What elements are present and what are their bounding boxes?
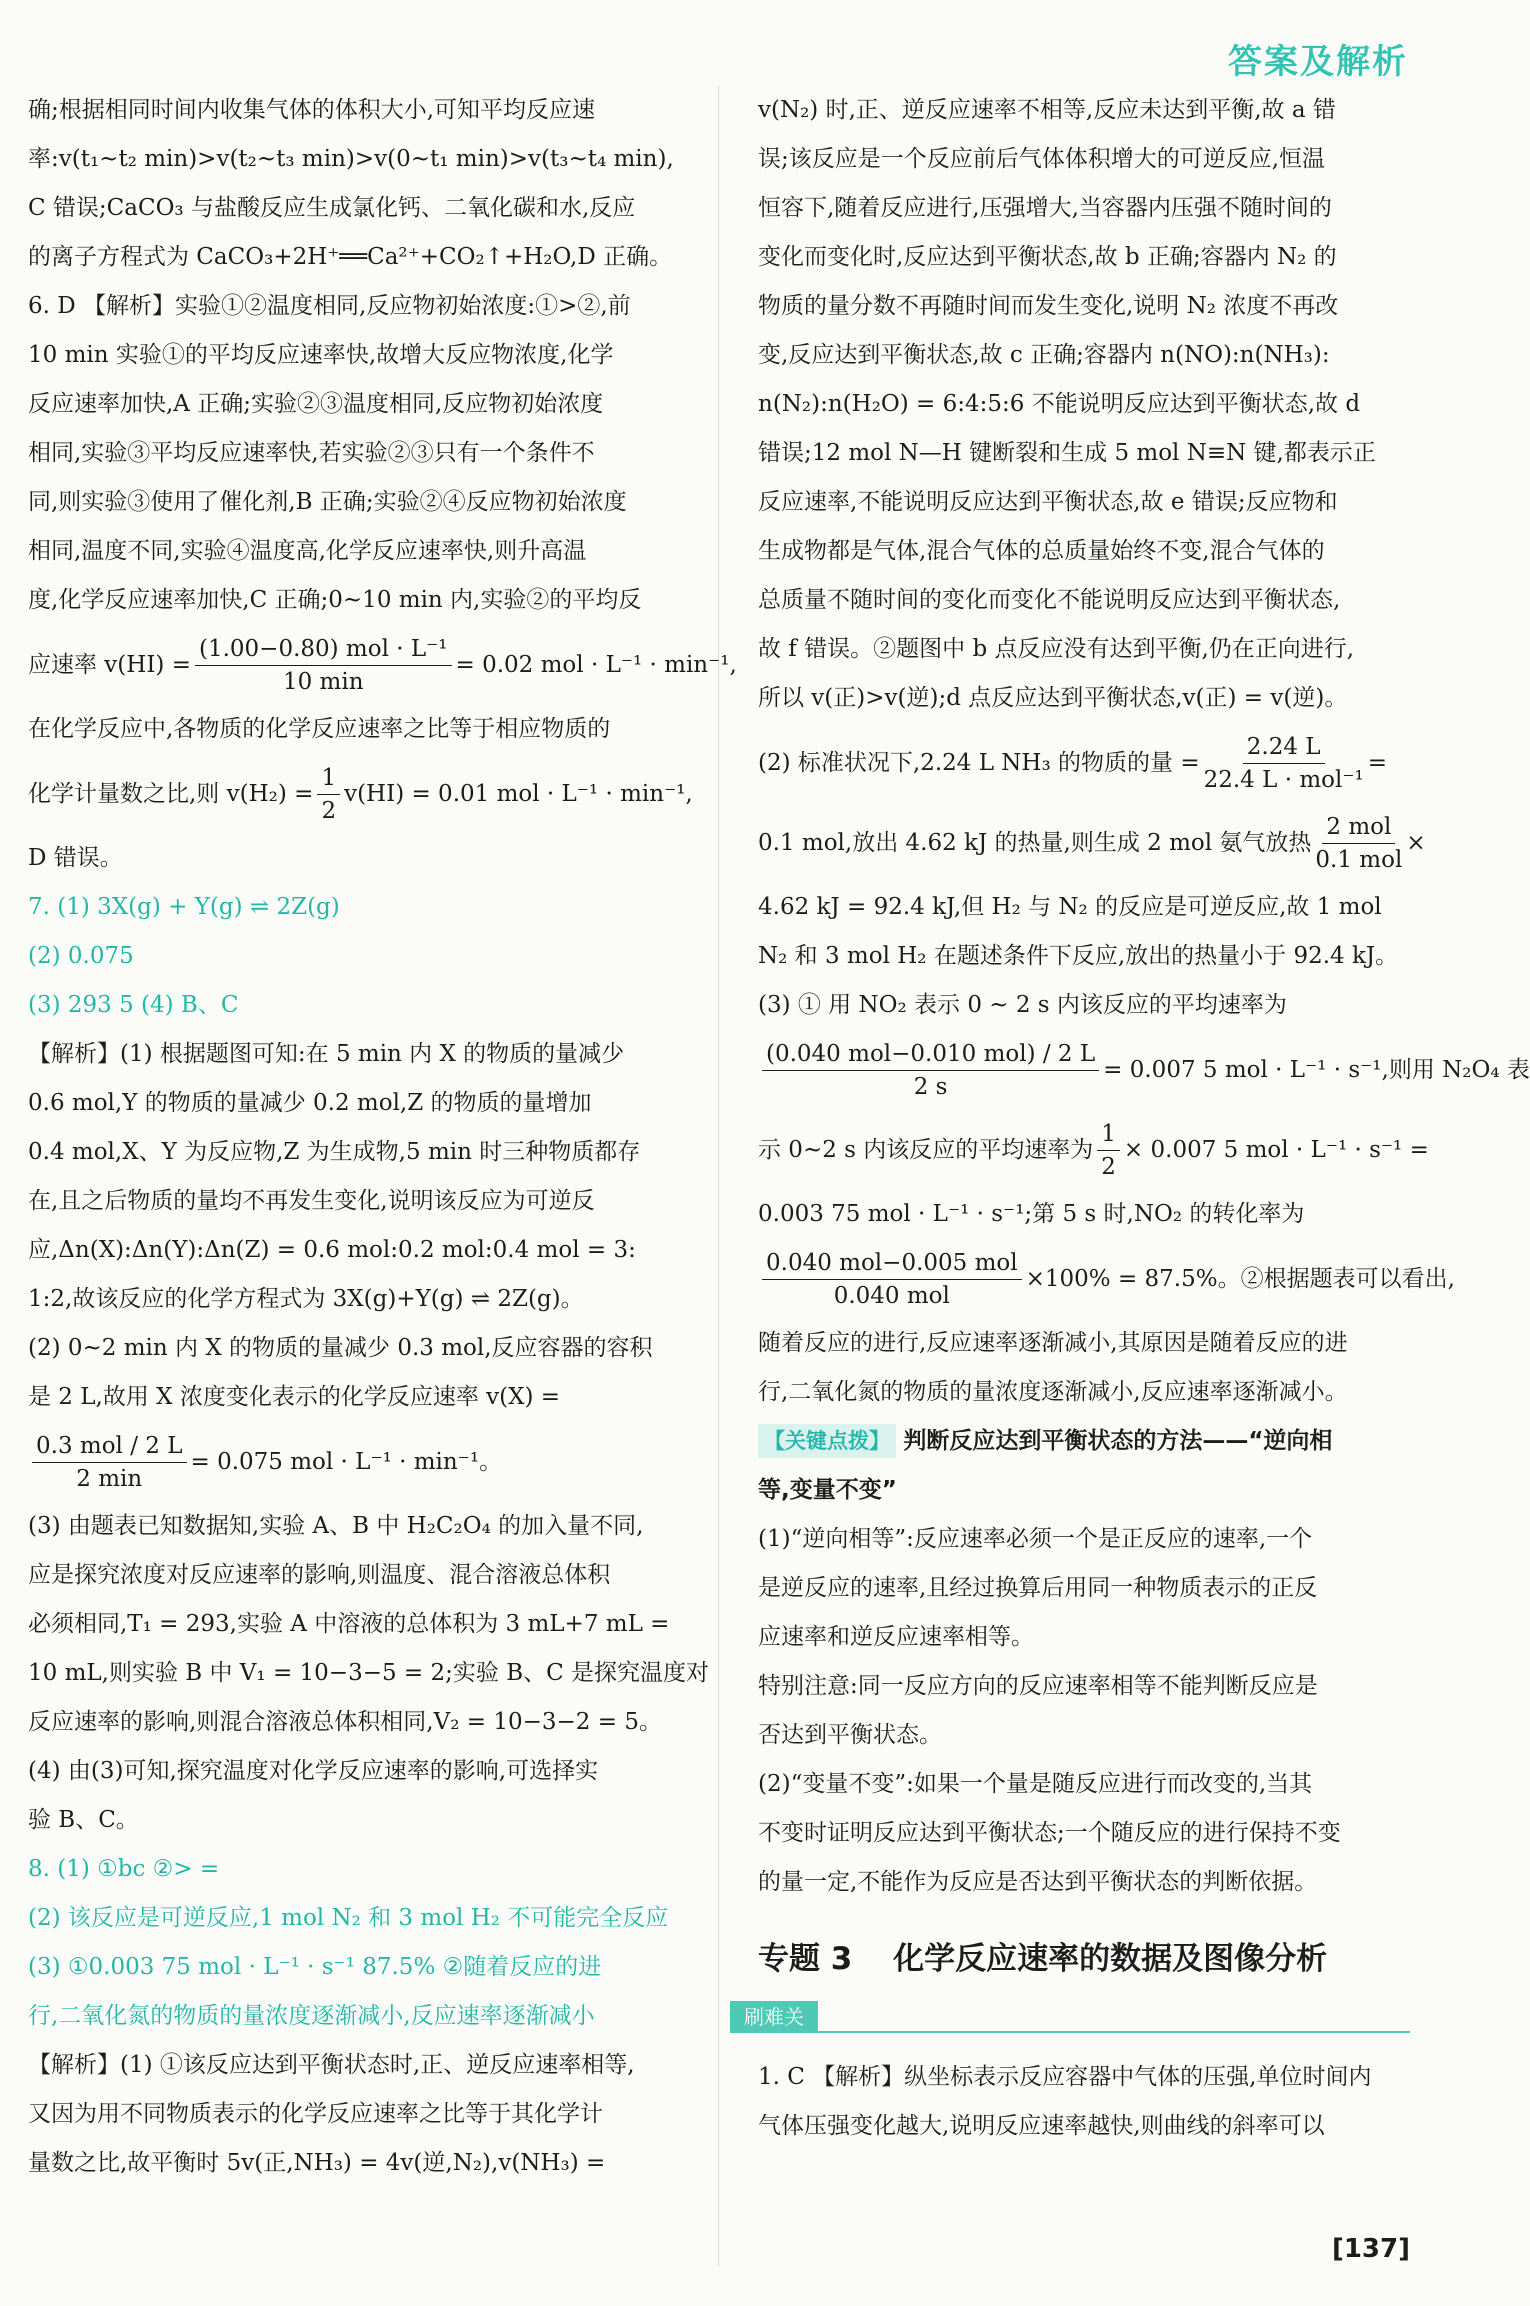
formula-suffix: = 0.007 5 mol · L⁻¹ · s⁻¹,则用 N₂O₄ 表 [1103,1056,1530,1083]
tip-heading-text: 判断反应达到平衡状态的方法——“逆向相 [903,1428,1333,1454]
formula-prefix: 应速率 v(HI) = [28,651,191,678]
practice-divider [818,2031,1410,2033]
numerator: 2.24 L [1243,731,1325,764]
denominator: 2 [321,797,337,824]
tip-tag: 【关键点拨】 [758,1424,896,1458]
text-line: 应是探究浓度对反应速率的影响,则温度、混合溶液总体积 [28,1562,611,1588]
text-line: 气体压强变化越大,说明反应速率越快,则曲线的斜率可以 [758,2113,1325,2139]
numerator: (1.00−0.80) mol · L⁻¹ [195,633,452,666]
denominator: 10 min [282,668,364,695]
text-line: (3) ① 用 NO₂ 表示 0 ~ 2 s 内该反应的平均速率为 [758,992,1287,1018]
answer-line: (2) 该反应是可逆反应,1 mol N₂ 和 3 mol H₂ 不可能完全反应 [28,1905,669,1931]
tip-line: 特别注意:同一反应方向的反应速率相等不能判断反应是 [758,1673,1318,1699]
fraction [1097,1118,1120,1183]
formula-suffix: × [1406,829,1426,856]
text-line: 同,则实验③使用了催化剂,B 正确;实验②④反应物初始浓度 [28,489,627,515]
text-line: 错误;12 mol N—H 键断裂和生成 5 mol N≡N 键,都表示正 [758,440,1376,466]
text-line: 量数之比,故平衡时 5v(正,NH₃) = 4v(逆,N₂),v(NH₃) = [28,2150,606,2176]
text-line: 验 B、C。 [28,1807,139,1833]
left-column [28,86,737,2188]
numerator: 0.040 mol−0.005 mol [762,1247,1022,1280]
text-line: 度,化学反应速率加快,C 正确;0~10 min 内,实验②的平均反 [28,587,642,613]
tip-line: 的量一定,不能作为反应是否达到平衡状态的判断依据。 [758,1869,1318,1895]
formula-h2 [28,754,693,834]
text-line: 恒容下,随着反应进行,压强增大,当容器内压强不随时间的 [758,195,1332,221]
text-line: 1. C 【解析】纵坐标表示反应容器中气体的压强,单位时间内 [758,2064,1372,2090]
right-column [744,86,1530,2151]
denominator: 2 s [913,1073,948,1100]
page-number: [137] [1331,2234,1410,2264]
text-line: 又因为用不同物质表示的化学反应速率之比等于其化学计 [28,2101,603,2127]
text-line: 在,且之后物质的量均不再发生变化,说明该反应为可逆反 [28,1188,595,1214]
formula-nh3 [758,723,1410,803]
denominator: 22.4 L · mol⁻¹ [1203,766,1364,793]
formula-suffix: v(HI) = 0.01 mol · L⁻¹ · min⁻¹, [344,780,693,807]
text-line: 0.003 75 mol · L⁻¹ · s⁻¹;第 5 s 时,NO₂ 的转化率为 [758,1201,1305,1227]
text-line: 误;该反应是一个反应前后气体体积增大的可逆反应,恒温 [758,146,1326,172]
text-line: (4) 由(3)可知,探究温度对化学反应速率的影响,可选择实 [28,1758,599,1784]
tip-heading-text: 等,变量不变” [758,1477,897,1503]
fraction [1204,731,1364,796]
fraction [32,1430,187,1495]
numerator: 2 mol [1322,811,1395,844]
text-line: 的离子方程式为 CaCO₃+2H⁺══Ca²⁺+CO₂↑+H₂O,D 正确。 [28,244,673,270]
numerator: 1 [1097,1118,1120,1151]
answer-line: (3) 293 5 (4) B、C [28,992,239,1018]
text-line: v(N₂) 时,正、逆反应速率不相等,反应未达到平衡,故 a 错 [758,97,1336,123]
answer-line: 行,二氧化氮的物质的量浓度逐渐减小,反应速率逐渐减小 [28,2003,595,2029]
text-line: 4.62 kJ = 92.4 kJ,但 H₂ 与 N₂ 的反应是可逆反应,故 1 mol [758,894,1382,920]
numerator: 1 [317,762,340,795]
formula-suffix: × 0.007 5 mol · L⁻¹ · s⁻¹ = [1123,1136,1429,1163]
section-title: 化学反应速率的数据及图像分析 [893,1941,1328,1977]
formula-suffix: = [1367,749,1387,776]
denominator: 0.1 mol [1315,846,1403,873]
formula-heat [758,803,1426,883]
text-line: 故 f 错误。②题图中 b 点反应没有达到平衡,仍在正向进行, [758,636,1355,662]
formula-suffix: = 0.02 mol · L⁻¹ · min⁻¹, [455,651,737,678]
left-lines [28,86,683,625]
text-line: 物质的量分数不再随时间而发生变化,说明 N₂ 浓度不再改 [758,293,1339,319]
text-line: 0.6 mol,Y 的物质的量减少 0.2 mol,Z 的物质的量增加 [28,1090,592,1116]
text-line: 必须相同,T₁ = 293,实验 A 中溶液的总体积为 3 mL+7 mL = [28,1611,670,1637]
formula-n2o4 [758,1110,1429,1190]
formula-prefix: (2) 标准状况下,2.24 L NH₃ 的物质的量 = [758,749,1200,776]
fraction [1315,811,1402,876]
tip-heading [758,1417,1410,1466]
text-line: (2) 0~2 min 内 X 的物质的量减少 0.3 mol,反应容器的容积 [28,1335,653,1361]
numerator: (0.040 mol−0.010 mol) / 2 L [762,1038,1099,1071]
text-line: C 错误;CaCO₃ 与盐酸反应生成氯化钙、二氧化碳和水,反应 [28,195,636,221]
formula-prefix: 0.1 mol,放出 4.62 kJ 的热量,则生成 2 mol 氨气放热 [758,829,1312,856]
tip-line: 否达到平衡状态。 [758,1722,942,1748]
section-heading [758,1937,1410,1981]
formula-prefix: 示 0~2 s 内该反应的平均速率为 [758,1136,1094,1163]
formula-suffix: ×100% = 87.5%。②根据题表可以看出, [1025,1265,1455,1292]
text-line: 率:v(t₁~t₂ min)>v(t₂~t₃ min)>v(0~t₁ min)>v(t₃~t₄ min), [28,146,674,172]
column-divider [718,86,719,2266]
text-line: 【解析】(1) ①该反应达到平衡状态时,正、逆反应速率相等, [28,2052,635,2078]
text-line: 总质量不随时间的变化而变化不能说明反应达到平衡状态, [758,587,1341,613]
answer-line: (3) ①0.003 75 mol · L⁻¹ · s⁻¹ 87.5% ②随着反应的进 [28,1954,602,1980]
text-line: 反应速率的影响,则混合溶液总体积相同,V₂ = 10−3−2 = 5。 [28,1709,662,1735]
denominator: 2 min [76,1465,143,1492]
text-line: 生成物都是气体,混合气体的总质量始终不变,混合气体的 [758,538,1325,564]
text-line: 反应速率加快,A 正确;实验②③温度相同,反应物初始浓度 [28,391,604,417]
formula-no2 [758,1030,1530,1110]
text-line: 确;根据相同时间内收集气体的体积大小,可知平均反应速 [28,97,596,123]
text-line: 随着反应的进行,反应速率逐渐减小,其原因是随着反应的进 [758,1330,1348,1356]
text-line: 1:2,故该反应的化学方程式为 3X(g)+Y(g) ⇌ 2Z(g)。 [28,1286,584,1312]
text-line: (3) 由题表已知数据知,实验 A、B 中 H₂C₂O₄ 的加入量不同, [28,1513,644,1539]
tip-line: 不变时证明反应达到平衡状态;一个随反应的进行保持不变 [758,1820,1341,1846]
text-line: 反应速率,不能说明反应达到平衡状态,故 e 错误;反应物和 [758,489,1338,515]
text-line: 10 min 实验①的平均反应速率快,故增大反应物浓度,化学 [28,342,614,368]
text-line: 0.4 mol,X、Y 为反应物,Z 为生成物,5 min 时三种物质都存 [28,1139,641,1165]
section-number: 专题 3 [758,1941,853,1977]
practice-bar [744,2001,1410,2035]
fraction [762,1038,1099,1103]
text-line: 行,二氧化氮的物质的量浓度逐渐减小,反应速率逐渐减小。 [758,1379,1348,1405]
formula-suffix: = 0.075 mol · L⁻¹ · min⁻¹。 [190,1448,503,1475]
text-line: 【解析】(1) 根据题图可知:在 5 min 内 X 的物质的量减少 [28,1041,625,1067]
fraction [317,762,340,827]
formula-conversion [758,1239,1455,1319]
answer-line: 7. (1) 3X(g) + Y(g) ⇌ 2Z(g) [28,894,340,920]
text-line: 变化而变化时,反应达到平衡状态,故 b 正确;容器内 N₂ 的 [758,244,1337,270]
text-line: 应,Δn(X):Δn(Y):Δn(Z) = 0.6 mol:0.2 mol:0.4 mol = 3: [28,1237,636,1263]
tip-line: (1)“逆向相等”:反应速率必须一个是正反应的速率,一个 [758,1526,1313,1552]
header-title: 答案及解析 [1228,42,1408,82]
text-line: 相同,实验③平均反应速率快,若实验②③只有一个条件不 [28,440,595,466]
tip-line: 是逆反应的速率,且经过换算后用同一种物质表示的正反 [758,1575,1318,1601]
text-line: 6. D 【解析】实验①②温度相同,反应物初始浓度:①>②,前 [28,293,631,319]
fraction [195,633,452,698]
answer-line: 8. (1) ①bc ②> = [28,1856,220,1882]
text-line: N₂ 和 3 mol H₂ 在题述条件下反应,放出的热量小于 92.4 kJ。 [758,943,1399,969]
text-line: 是 2 L,故用 X 浓度变化表示的化学反应速率 v(X) = [28,1384,561,1410]
text-line: 在化学反应中,各物质的化学反应速率之比等于相应物质的 [28,716,611,742]
answer-line: (2) 0.075 [28,943,134,969]
text-line: 10 mL,则实验 B 中 V₁ = 10−3−5 = 2;实验 B、C 是探究温度对 [28,1660,710,1686]
text-line: 相同,温度不同,实验④温度高,化学反应速率快,则升高温 [28,538,587,564]
denominator: 2 [1101,1153,1116,1180]
numerator: 0.3 mol / 2 L [32,1430,187,1463]
tip-line: 应速率和逆反应速率相等。 [758,1624,1034,1650]
practice-tag: 刷难关 [730,2001,818,2033]
tip-line: (2)“变量不变”:如果一个量是随反应进行而改变的,当其 [758,1771,1313,1797]
formula-prefix: 化学计量数之比,则 v(H₂) = [28,780,314,807]
formula-x [28,1422,683,1502]
text-line: 变,反应达到平衡状态,故 c 正确;容器内 n(NO):n(NH₃): [758,342,1330,368]
fraction [762,1247,1022,1312]
text-line: 所以 v(正)>v(逆);d 点反应达到平衡状态,v(正) = v(逆)。 [758,685,1348,711]
denominator: 0.040 mol [833,1282,950,1309]
text-line: n(N₂):n(H₂O) = 6:4:5:6 不能说明反应达到平衡状态,故 d [758,391,1361,417]
formula-hi [28,625,737,705]
text-line: D 错误。 [28,845,123,871]
